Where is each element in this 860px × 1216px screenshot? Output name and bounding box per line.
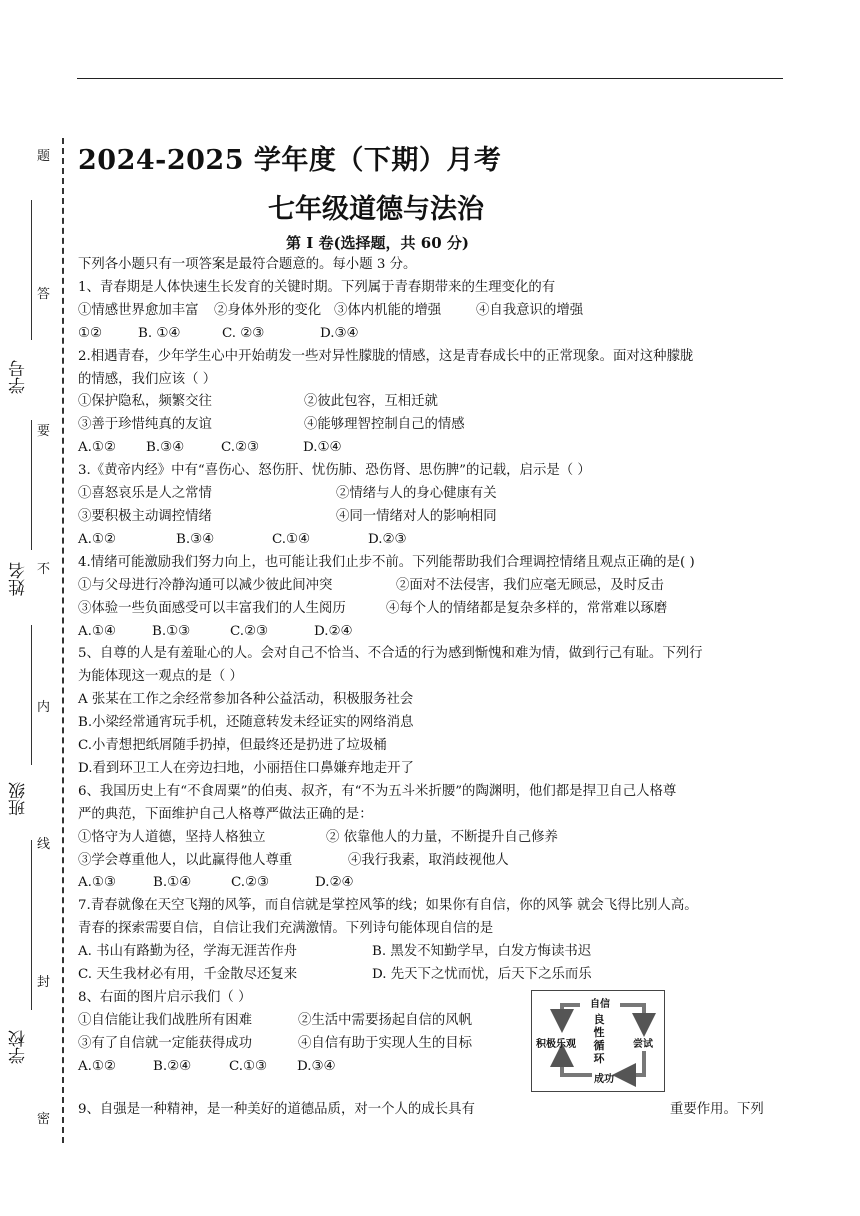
answer-option[interactable]: B. ①④ <box>138 325 181 341</box>
binding-char: 线 <box>37 837 51 852</box>
question-stem: 5、自尊的人是有羞耻心的人。会对自己不恰当、不合适的行为感到惭愧和难为情，做到行己有耻。下列行 <box>78 646 703 662</box>
question-stem: 为能体现这一观点的是（ ） <box>78 669 243 685</box>
binding-char: 不 <box>37 562 51 577</box>
binding-char: 答 <box>37 287 51 302</box>
statement: ①情感世界愈加丰富 <box>78 302 199 318</box>
question-stem: 青春的探索需要自信，自信让我们充满激情。下列诗句能体现自信的是 <box>78 921 494 937</box>
statement: ①保护隐私，频繁交往 <box>78 394 212 410</box>
answer-option[interactable]: B.①③ <box>152 623 191 639</box>
answer-option[interactable]: B.小梁经常通宵玩手机，还随意转发未经证实的网络消息 <box>78 715 414 731</box>
field-label-name: 姓名 <box>9 562 29 596</box>
answer-option[interactable]: D.看到环卫工人在旁边扫地，小丽捂住口鼻嫌弃地走开了 <box>78 760 414 776</box>
statement-row <box>78 1010 786 1033</box>
statement-row <box>78 414 786 437</box>
field-line-student-id[interactable] <box>31 200 32 340</box>
binding-char: 密 <box>37 1112 51 1127</box>
binding-char: 要 <box>37 424 51 439</box>
question-stem: 严的典范，下面维护自己人格尊严做法正确的是： <box>78 806 373 822</box>
statement: ①恪守为人道德，坚持人格独立 <box>78 829 266 845</box>
question-stem: 重要作用。下列 <box>670 1101 764 1117</box>
answer-option[interactable]: B.①④ <box>153 875 192 891</box>
question-content <box>78 254 786 1122</box>
statement: ④能够理智控制自己的情感 <box>304 417 465 433</box>
statement: ④每个人的情绪都是复杂多样的，常常难以琢磨 <box>386 600 668 616</box>
exam-title: 2024-2025 学年度（下期）月考 <box>78 145 502 176</box>
answer-option[interactable]: A.①② <box>78 531 116 547</box>
answer-option[interactable]: A. 书山有路勤为径，学海无涯苦作舟 <box>78 944 298 960</box>
statement: ①喜怒哀乐是人之常情 <box>78 486 212 502</box>
answer-option[interactable]: D. 先天下之忧而忧，后天下之乐而乐 <box>372 967 592 983</box>
statement-row <box>78 941 786 964</box>
statement: ②身体外形的变化 <box>214 302 322 318</box>
answer-row <box>78 1056 786 1079</box>
answer-option[interactable]: D.②③ <box>368 531 407 547</box>
answer-option[interactable]: C.②③ <box>231 875 270 891</box>
answer-option[interactable]: D.③④ <box>320 325 359 341</box>
question-stem: 8、右面的图片启示我们（ ） <box>78 990 252 1005</box>
cycle-label-right: 尝试 <box>633 1039 653 1050</box>
answer-option[interactable]: C.②③ <box>230 623 269 639</box>
statement-row <box>78 483 786 506</box>
statement: ②生活中需要扬起自信的风帆 <box>298 1012 473 1028</box>
question-stem: 的情感，我们应该（ ） <box>78 371 217 387</box>
answer-option[interactable]: D.②④ <box>315 875 354 891</box>
answer-option[interactable]: B.②④ <box>153 1058 192 1074</box>
statement-row <box>78 1033 786 1056</box>
binding-char: 题 <box>37 149 51 164</box>
answer-option[interactable]: B.③④ <box>146 440 185 456</box>
statement: ②面对不法侵害，我们应毫无顾忌，及时反击 <box>396 577 664 593</box>
answer-option[interactable]: A.①② <box>78 1058 116 1074</box>
statement-row <box>78 850 786 873</box>
statement: ③体内机能的增强 <box>334 302 442 318</box>
answer-row <box>78 529 786 552</box>
statement-row <box>78 964 786 987</box>
answer-option[interactable]: D.②④ <box>314 623 353 639</box>
statement: ③有了自信就一定能获得成功 <box>78 1035 253 1051</box>
answer-option[interactable]: C.①④ <box>272 531 311 547</box>
statement: ④自信有助于实现人生的目标 <box>298 1035 473 1051</box>
answer-option[interactable]: ①② <box>78 325 103 341</box>
answer-option[interactable]: C.①③ <box>229 1058 268 1074</box>
question-stem: 3.《黄帝内经》中有“喜伤心、怒伤肝、忧伤肺、恐伤肾、思伤脾”的记载，启示是（ ） <box>78 463 591 479</box>
statement: ④同一情绪对人的影响相同 <box>336 508 497 524</box>
statement-row <box>78 506 786 529</box>
question-stem: 2.相遇青春，少年学生心中开始萌发一些对异性朦胧的情感，这是青春成长中的正常现象。面对这种朦胧 <box>78 348 694 364</box>
statement-row <box>78 827 786 850</box>
virtuous-cycle-figure <box>531 990 665 1092</box>
answer-row <box>78 323 786 346</box>
answer-option[interactable]: C. 天生我材必有用，千金散尽还复来 <box>78 967 298 983</box>
top-rule <box>77 78 783 79</box>
question-stem: 6、我国历史上有“不食周粟”的伯夷、叔齐，有“不为五斗米折腰”的陶渊明，他们都是捍卫自己人格尊 <box>78 783 677 799</box>
answer-option[interactable]: A.①④ <box>78 623 116 639</box>
binding-dashed-line <box>62 138 64 1143</box>
statement: ③善于珍惜纯真的友谊 <box>78 417 212 433</box>
answer-option[interactable]: B.③④ <box>176 531 215 547</box>
statement: ③要积极主动调控情绪 <box>78 508 212 524</box>
statement: ④自我意识的增强 <box>476 302 584 318</box>
question-stem: 1、青春期是人体快速生长发育的关键时期。下列属于青春期带来的生理变化的有 <box>78 279 556 295</box>
statement: ①自信能让我们战胜所有困难 <box>78 1012 253 1028</box>
question-stem: 4.情绪可能激励我们努力向上，也可能让我们止步不前。下列能帮助我们合理调控情绪且观点正确的是( ) <box>78 554 695 570</box>
cycle-center-label: 良性循环 <box>593 1013 605 1065</box>
field-line-school[interactable] <box>31 840 32 1010</box>
answer-option[interactable]: C.小青想把纸屑随手扔掉，但最终还是扔进了垃圾桶 <box>78 738 387 754</box>
statement: ②彼此包容，互相迁就 <box>304 394 438 410</box>
answer-option[interactable]: C.②③ <box>221 440 260 456</box>
statement: ④我行我素，取消歧视他人 <box>348 852 509 868</box>
answer-row <box>78 437 786 460</box>
field-line-name[interactable] <box>31 420 32 550</box>
answer-option[interactable]: A.①③ <box>78 875 116 891</box>
statement-row <box>78 598 786 621</box>
answer-option[interactable]: B. 黑发不知勤学早，白发方悔读书迟 <box>372 944 592 960</box>
answer-option[interactable]: D.③④ <box>297 1058 336 1074</box>
statement: ③体验一些负面感受可以丰富我们的人生阅历 <box>78 600 346 616</box>
cycle-label-top: 自信 <box>590 999 610 1010</box>
binding-char: 封 <box>37 975 51 990</box>
binding-char: 内 <box>37 700 51 715</box>
statement: ②情绪与人的身心健康有关 <box>336 486 497 502</box>
section-heading: 第 I 卷(选择题，共 60 分) <box>286 234 469 252</box>
statement: ①与父母进行冷静沟通可以减少彼此间冲突 <box>78 577 333 593</box>
answer-option[interactable]: C. ②③ <box>222 325 265 341</box>
statement: ② 依靠他人的力量，不断提升自己修养 <box>326 829 558 845</box>
exam-subject: 七年级道德与法治 <box>268 194 484 225</box>
statement: ③学会尊重他人，以此赢得他人尊重 <box>78 852 293 868</box>
cycle-label-left: 积极乐观 <box>536 1039 576 1050</box>
answer-option[interactable]: A.①② <box>78 440 116 456</box>
field-line-class[interactable] <box>31 625 32 765</box>
field-label-school: 学校 <box>9 1030 29 1064</box>
field-label-class: 班级 <box>9 782 29 816</box>
statement-row <box>78 391 786 414</box>
statement-row <box>78 300 786 323</box>
question-stem: 9、自强是一种精神，是一种美好的道德品质，对一个人的成长具有 <box>78 1101 475 1117</box>
answer-option[interactable]: A 张某在工作之余经常参加各种公益活动，积极服务社会 <box>78 692 414 708</box>
statement-row <box>78 575 786 598</box>
answer-row <box>78 621 786 644</box>
answer-row <box>78 872 786 895</box>
cycle-label-bottom: 成功 <box>594 1074 614 1085</box>
question-stem: 7.青春就像在天空飞翔的风筝，而自信就是掌控风筝的线；如果你有自信，你的风筝 就会飞得比别人高。 <box>78 898 698 914</box>
field-label-student-id: 学号 <box>9 360 29 394</box>
question-stem-row <box>78 1099 786 1122</box>
answer-option[interactable]: D.①④ <box>303 440 342 456</box>
instructions: 下列各小题只有一项答案是最符合题意的。每小题 3 分。 <box>78 257 417 272</box>
